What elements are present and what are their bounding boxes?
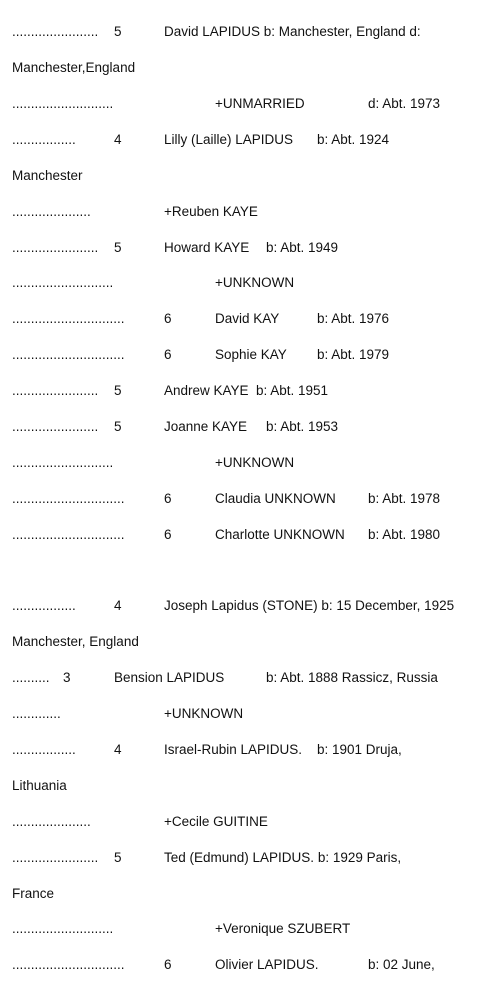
- dot-leader: .......................: [12, 24, 99, 39]
- spouse-name: +UNKNOWN: [215, 275, 295, 290]
- continuation-text: Manchester: [12, 168, 83, 183]
- person-name: Andrew KAYE: [164, 383, 249, 398]
- generation-number: 6: [164, 527, 172, 542]
- person-name: David KAY: [215, 311, 280, 326]
- dot-leader: .................: [12, 132, 76, 147]
- date-info: b: 02 June,: [368, 957, 435, 972]
- date-info: b: Abt. 1978: [368, 491, 441, 506]
- entry-line: [12, 24, 98, 40]
- spouse-name: +Veronique SZUBERT: [215, 921, 351, 936]
- generation-number: 5: [114, 383, 122, 398]
- generation-number: 4: [114, 598, 122, 613]
- dot-leader: .............: [12, 706, 61, 721]
- date-info: b: Abt. 1888 Rassicz, Russia: [266, 670, 438, 685]
- dot-leader: .......................: [12, 383, 99, 398]
- person-name: Olivier LAPIDUS.: [215, 957, 319, 972]
- generation-number: 6: [164, 347, 172, 362]
- dot-leader: ...........................: [12, 96, 114, 111]
- dot-leader: ..............................: [12, 311, 125, 326]
- dot-leader: ...........................: [12, 275, 114, 290]
- spouse-name: +Reuben KAYE: [164, 204, 258, 219]
- dot-leader: .......................: [12, 240, 99, 255]
- generation-number: 6: [164, 957, 172, 972]
- generation-number: 4: [114, 132, 122, 147]
- person-name: Sophie KAY: [215, 347, 287, 362]
- generation-number: 6: [164, 491, 172, 506]
- date-info: b: Abt. 1979: [317, 347, 390, 362]
- continuation-text: Lithuania: [12, 778, 67, 793]
- generation-number: 5: [114, 240, 122, 255]
- spouse-name: +UNMARRIED: [215, 96, 305, 111]
- generation-number: 5: [114, 850, 122, 865]
- person-name: Charlotte UNKNOWN: [215, 527, 345, 542]
- dot-leader: ..............................: [12, 347, 125, 362]
- person-name: Howard KAYE: [164, 240, 250, 255]
- person-name: Claudia UNKNOWN: [215, 491, 336, 506]
- person-entry: Ted (Edmund) LAPIDUS. b: 1929 Paris,: [164, 850, 402, 865]
- dot-leader: .....................: [12, 814, 91, 829]
- person-name: Bension LAPIDUS: [114, 670, 225, 685]
- generation-number: 5: [114, 24, 122, 39]
- generation-number: 6: [164, 311, 172, 326]
- date-info: b: Abt. 1953: [266, 419, 339, 434]
- person-name: Israel-Rubin LAPIDUS.: [164, 742, 303, 757]
- person-name: Joanne KAYE: [164, 419, 248, 434]
- date-info: b: Abt. 1951: [256, 383, 329, 398]
- dot-leader: .......................: [12, 419, 99, 434]
- date-info: b: Abt. 1949: [266, 240, 339, 255]
- dot-leader: ...........................: [12, 921, 114, 936]
- dot-leader: ..........: [12, 670, 50, 685]
- continuation-text: Manchester, England: [12, 634, 139, 649]
- spouse-name: +Cecile GUITINE: [164, 814, 268, 829]
- date-info: d: Abt. 1973: [368, 96, 441, 111]
- dot-leader: .....................: [12, 204, 91, 219]
- spouse-name: +UNKNOWN: [215, 455, 295, 470]
- dot-leader: .................: [12, 742, 76, 757]
- dot-leader: .......................: [12, 850, 99, 865]
- spouse-name: +UNKNOWN: [164, 706, 244, 721]
- continuation-text: France: [12, 886, 55, 901]
- date-info: b: 1901 Druja,: [317, 742, 402, 757]
- date-info: b: Abt. 1976: [317, 311, 390, 326]
- continuation-text: Manchester,England: [12, 60, 136, 75]
- dot-leader: .................: [12, 598, 76, 613]
- dot-leader: ..............................: [12, 491, 125, 506]
- person-entry: David LAPIDUS b: Manchester, England d:: [164, 24, 421, 39]
- dot-leader: ..............................: [12, 957, 125, 972]
- person-entry: Joseph Lapidus (STONE) b: 15 December, 1925: [164, 598, 455, 613]
- dot-leader: ...........................: [12, 455, 114, 470]
- date-info: b: Abt. 1924: [317, 132, 390, 147]
- date-info: b: Abt. 1980: [368, 527, 441, 542]
- person-name: Lilly (Laille) LAPIDUS: [164, 132, 294, 147]
- dot-leader: ..............................: [12, 527, 125, 542]
- generation-number: 5: [114, 419, 122, 434]
- generation-number: 3: [63, 670, 71, 685]
- generation-number: 4: [114, 742, 122, 757]
